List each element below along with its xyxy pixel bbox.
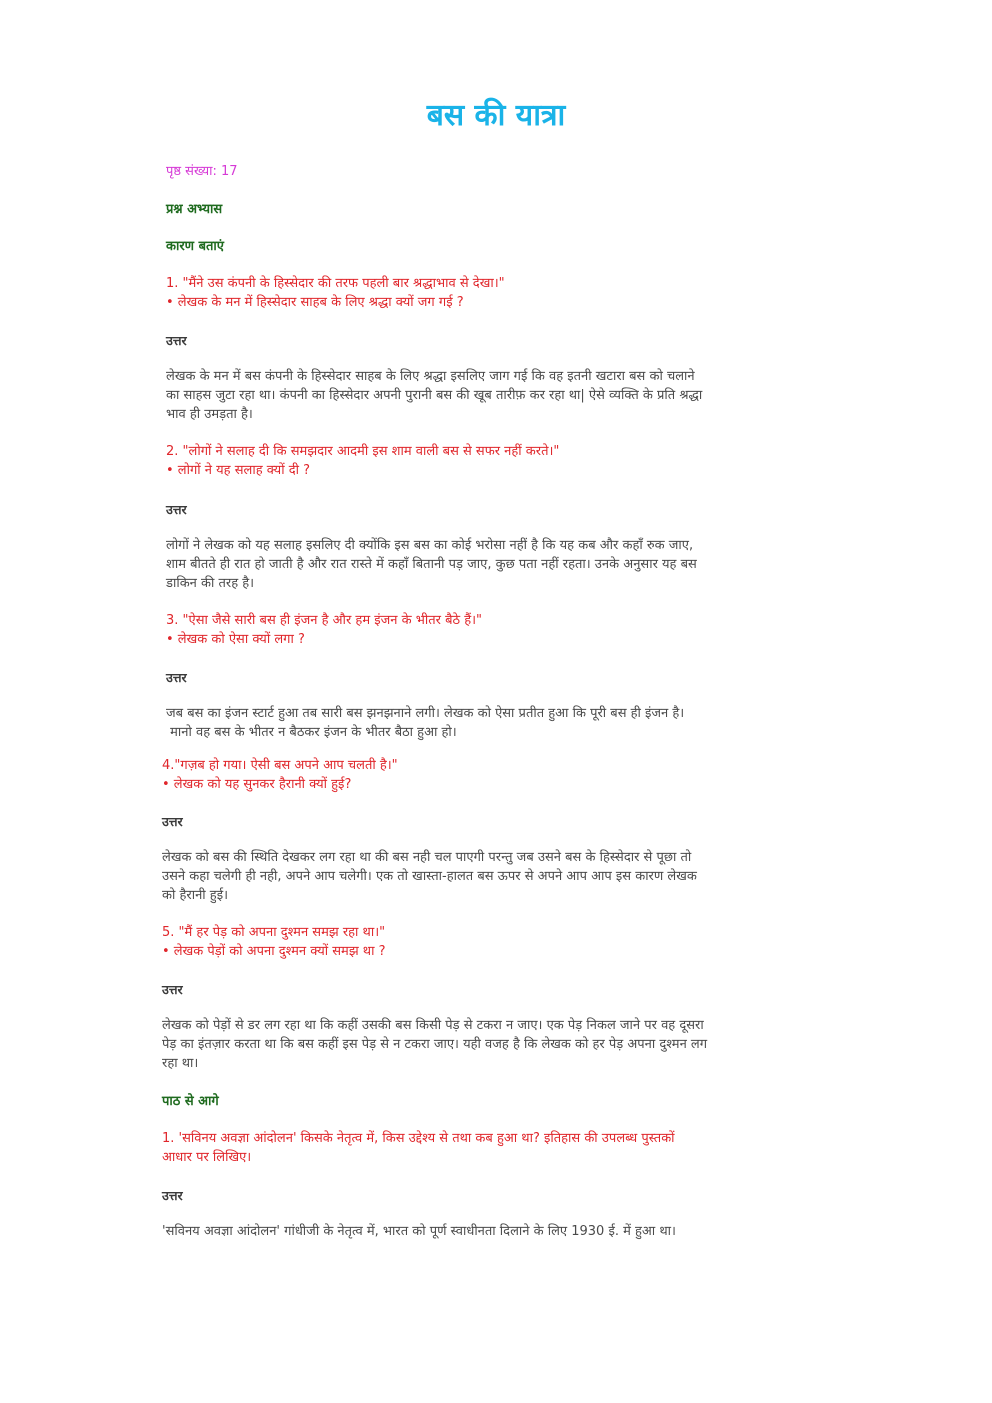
answer-3-line: जब बस का इंजन स्टार्ट हुआ तब सारी बस झनझनाने लगी। लेखक को ऐसा प्रतीत हुआ कि पूरी बस ही इंजन है। xyxy=(166,706,685,721)
answer-6-line: 'सविनय अवज्ञा आंदोलन' गांधीजी के नेतृत्व में, भारत को पूर्ण स्वाधीनता दिलाने के लिए 1930 ई. में हुआ था। xyxy=(162,1224,676,1239)
question-2 xyxy=(166,442,836,480)
answer-1-line: लेखक के मन में बस कंपनी के हिस्सेदार साहब के लिए श्रद्धा इसलिए जाग गई कि वह इतनी खटारा बस को चलाने xyxy=(166,369,695,384)
answer-2-line: लोगों ने लेखक को यह सलाह इसलिए दी क्योंकि इस बस का कोई भरोसा नहीं है कि यह कब और कहाँ रुक जाए, xyxy=(166,538,694,553)
answer-2-label: उत्तर xyxy=(166,502,187,517)
page-number: पृष्ठ संख्या: 17 xyxy=(166,164,238,179)
answer-3-line: मानो वह बस के भीतर न बैठकर इंजन के भीतर बैठा हुआ हो। xyxy=(166,725,457,740)
answer-2 xyxy=(166,536,836,593)
answer-1-label: उत्तर xyxy=(166,333,187,348)
answer-4-line: उसने कहा चलेगी ही नही, अपने आप चलेगी। एक तो खास्ता-हालत बस ऊपर से अपने आप आप इस कारण लेखक xyxy=(162,869,697,884)
answer-5-line: पेड़ का इंतज़ार करता था कि बस कहीं इस पेड़ से न टकरा जाए। यही वजह है कि लेखक को हर पेड़ अपना दुश्मन लग xyxy=(162,1037,708,1052)
answer-6 xyxy=(162,1222,832,1241)
answer-5 xyxy=(162,1016,832,1073)
answer-3-label: उत्तर xyxy=(166,670,187,685)
section-heading-beyond-text: पाठ से आगे xyxy=(162,1094,219,1109)
answer-4-label: उत्तर xyxy=(162,814,183,829)
question-6-line: आधार पर लिखिए। xyxy=(162,1150,252,1165)
question-3-quote: 3. "ऐसा जैसे सारी बस ही इंजन है और हम इंजन के भीतर बैठे हैं।" xyxy=(166,613,483,628)
answer-4 xyxy=(162,848,832,905)
question-1 xyxy=(166,274,836,312)
page-title: बस की यात्रा xyxy=(426,98,566,133)
question-5-quote: 5. "मैं हर पेड़ को अपना दुश्मन समझ रहा था।" xyxy=(162,925,386,940)
answer-1-line: भाव ही उमड़ता है। xyxy=(166,407,253,422)
question-5-ask: • लेखक पेड़ों को अपना दुश्मन क्यों समझ था ? xyxy=(162,944,386,959)
answer-6-label: उत्तर xyxy=(162,1188,183,1203)
answer-5-line: लेखक को पेड़ों से डर लग रहा था कि कहीं उसकी बस किसी पेड़ से टकरा न जाए। एक पेड़ निकल जाने पर वह दूसरा xyxy=(162,1018,704,1033)
question-3 xyxy=(166,611,836,649)
question-3-ask: • लेखक को ऐसा क्यों लगा ? xyxy=(166,632,305,647)
answer-4-line: लेखक को बस की स्थिति देखकर लग रहा था की बस नही चल पाएगी परन्तु जब उसने बस के हिस्सेदार से पूछा तो xyxy=(162,850,692,865)
answer-1 xyxy=(166,367,836,424)
answer-5-label: उत्तर xyxy=(162,982,183,997)
answer-3 xyxy=(166,704,836,742)
question-4-quote: 4."गज़ब हो गया। ऐसी बस अपने आप चलती है।" xyxy=(162,758,398,773)
question-2-ask: • लोगों ने यह सलाह क्यों दी ? xyxy=(166,463,311,478)
answer-2-line: शाम बीतते ही रात हो जाती है और रात रास्ते में कहाँ बितानी पड़ जाए, कुछ पता नहीं रहता। उनके अनुसार यह बस xyxy=(166,557,697,572)
answer-4-line: को हैरानी हुई। xyxy=(162,888,228,903)
subsection-heading-reasons: कारण बताएं xyxy=(166,239,224,254)
answer-2-line: डाकिन की तरह है। xyxy=(166,576,255,591)
question-6 xyxy=(162,1129,832,1167)
answer-1-line: का साहस जुटा रहा था। कंपनी का हिस्सेदार अपनी पुरानी बस की खूब तारीफ़ कर रहा था| ऐसे व्यक्ति के प्रति श्रद्धा xyxy=(166,388,703,403)
question-1-ask: • लेखक के मन में हिस्सेदार साहब के लिए श्रद्धा क्यों जग गई ? xyxy=(166,295,464,310)
question-2-quote: 2. "लोगों ने सलाह दी कि समझदार आदमी इस शाम वाली बस से सफर नहीं करते।" xyxy=(166,444,560,459)
answer-5-line: रहा था। xyxy=(162,1056,199,1071)
section-heading-exercise: प्रश्न अभ्यास xyxy=(166,202,223,217)
question-6-line: 1. 'सविनय अवज्ञा आंदोलन' किसके नेतृत्व में, किस उद्देश्य से तथा कब हुआ था? इतिहास की उपलब्ध पुस्तकों xyxy=(162,1131,675,1146)
question-5 xyxy=(162,923,832,961)
question-4-ask: • लेखक को यह सुनकर हैरानी क्यों हुई? xyxy=(162,777,352,792)
question-1-quote: 1. "मैंने उस कंपनी के हिस्सेदार की तरफ पहली बार श्रद्धाभाव से देखा।" xyxy=(166,276,505,291)
question-4 xyxy=(162,756,832,794)
